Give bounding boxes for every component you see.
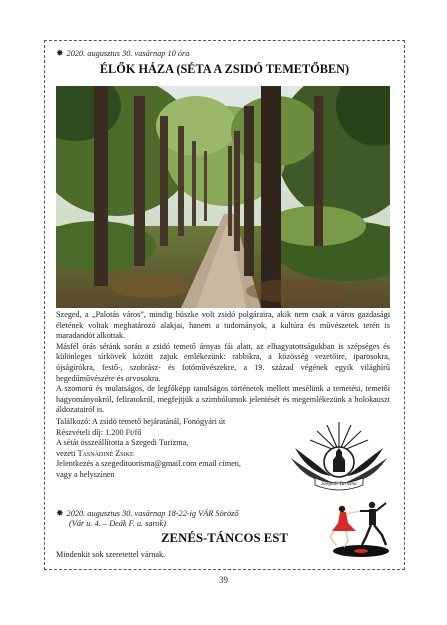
page-number: 39 bbox=[219, 575, 228, 585]
event1-info bbox=[56, 417, 286, 481]
szegedi-turizma-logo bbox=[287, 418, 391, 496]
guide-name: Tasnádiné Zsike bbox=[77, 448, 134, 458]
event2-address: (Vár u. 4. – Deák F. u. sarok) bbox=[69, 519, 167, 528]
organizer: A sétát összeállította a Szegedi Turizma, bbox=[56, 438, 189, 448]
star-bullet-icon: ✸ bbox=[56, 48, 64, 58]
paragraph-intro: Szeged, a „Palotás város”, mindig büszke volt zsidó polgáraira, akik nem csak a város gazdasági életének voltak meghatározó alakjai, hanem a tudományok, a kultúra és művészetek terén is maradandót alkottak. bbox=[56, 310, 390, 341]
paragraph-walk: Másfél órás sétánk során a zsidó temető árnyas fái alatt, az elhagyatottságukban is szépséges és különleges sírkövek között zajuk emlékezünk: rabbikra, a közösség vezetőire, iparosokra, újságírókra, festő-, szobrász- és fotóművészekre, a 19. század végének egyik világhírű hegedűművészére és orvosokra. bbox=[56, 341, 390, 383]
apply-email: Jelentkezés a szegedituorisma@gmail.com email címen, bbox=[56, 459, 241, 469]
event2-date-line bbox=[56, 508, 238, 519]
logo-text: Szegedi Turizma bbox=[321, 481, 357, 487]
description bbox=[56, 310, 390, 416]
apply-onsite: vagy a helyszínen bbox=[56, 469, 115, 479]
event1-date: 2020. augusztus 30. vasárnap 10 óra bbox=[66, 49, 190, 58]
event2-date: 2020. augusztus 30. vasárnap 18-22-ig VÁR Söröző bbox=[66, 509, 239, 518]
fee: Részvételi díj: 1.200 Ft/fő bbox=[56, 427, 142, 437]
guide bbox=[56, 449, 286, 460]
star-bullet-icon: ✸ bbox=[56, 508, 64, 518]
guide-prefix: vezeti bbox=[56, 448, 78, 458]
event1-title: ÉLŐK HÁZA (SÉTA A ZSIDÓ TEMETŐBEN) bbox=[99, 62, 350, 76]
event2-note: Mindenkit sok szeretettel várnak. bbox=[56, 550, 166, 559]
event1-date-line bbox=[56, 48, 189, 59]
event2-title: ZENÉS-TÁNCOS EST bbox=[161, 531, 288, 545]
cemetery-alley-photo bbox=[56, 86, 390, 308]
paragraph-stories: A szomorú és mulatságos, de legfőképp tanulságos történetek mellett mesélünk a temetési, temetői hagyományokról, feliratokról, megfejtjük a szimbólumok jelentését és megemlékezünk a holokauszt áldozatairól is. bbox=[56, 384, 390, 415]
meeting-point: Találkozó: A zsidó temető bejáratánál, Fonógyári út bbox=[56, 417, 226, 426]
dancing-couple-illustration bbox=[326, 497, 392, 559]
